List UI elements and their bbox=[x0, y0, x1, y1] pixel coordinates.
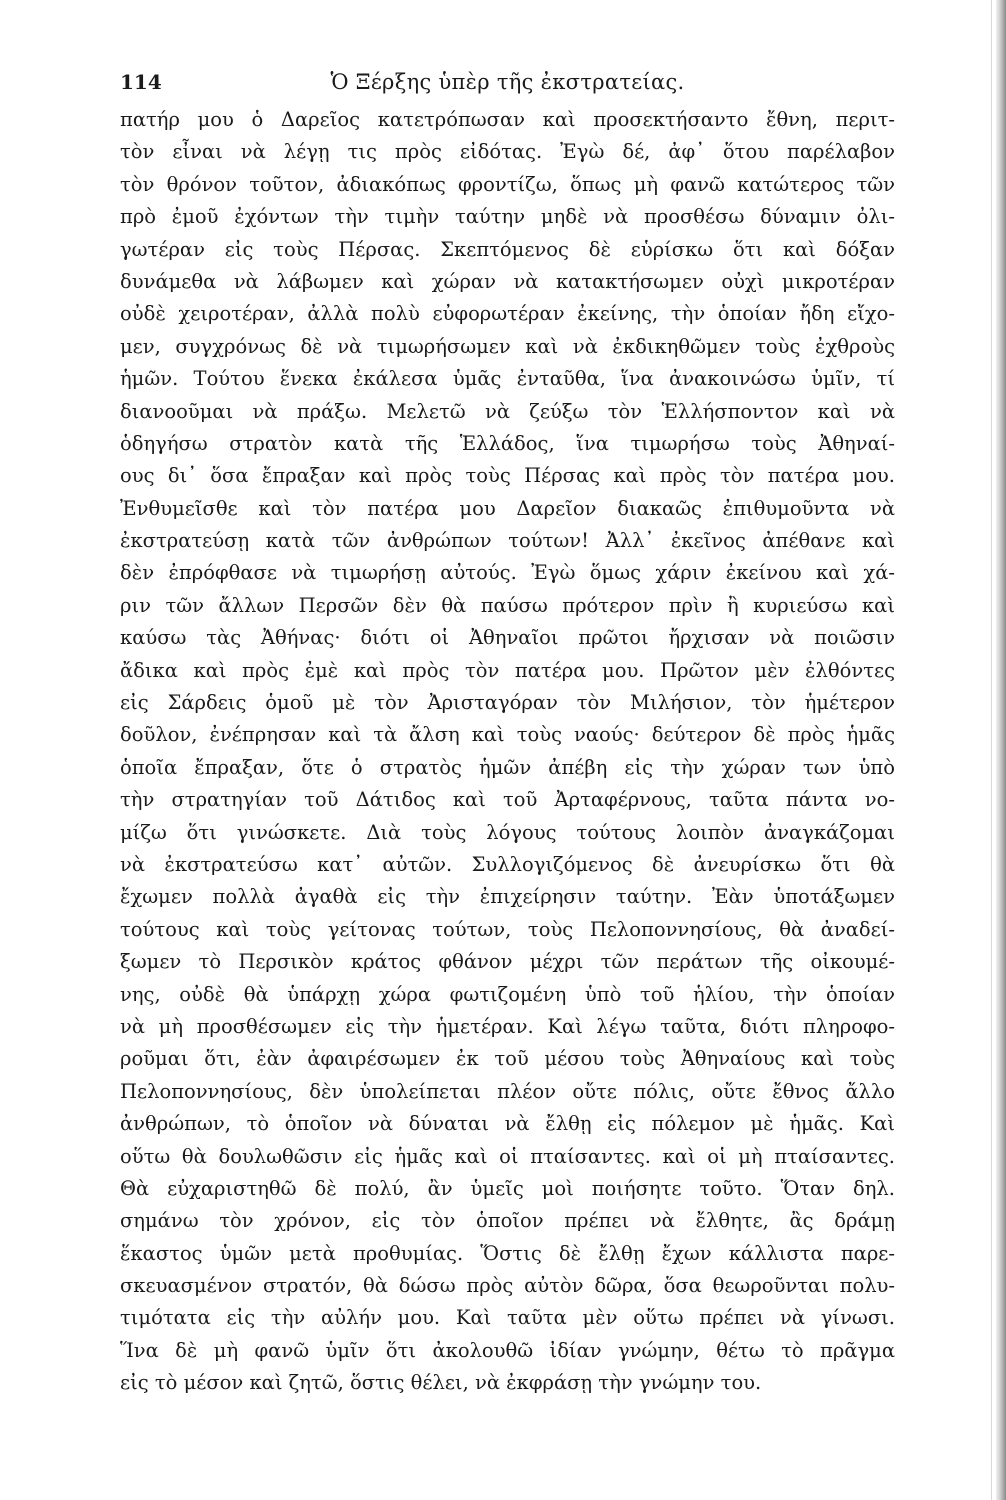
page-header bbox=[120, 66, 895, 102]
text-line: ἡμῶν. Τούτου ἕνεκα ἐκάλεσα ὑμᾶς ἐνταῦθα, ἵνα ἀνακοινώσω ὑμῖν, τί bbox=[120, 367, 895, 391]
text-line: μίζω ὅτι γινώσκετε. Διὰ τοὺς λόγους τούτους λοιπὸν ἀναγκάζομαι bbox=[120, 820, 895, 844]
text-line: ροῦμαι ὅτι, ἐὰν ἀφαιρέσωμεν ἐκ τοῦ μέσου τοὺς Ἀθηναίους καὶ τοὺς bbox=[120, 1047, 895, 1071]
text-line: ριν τῶν ἄλλων Περσῶν δὲν θὰ παύσω πρότερον πρὶν ἢ κυριεύσω καὶ bbox=[120, 593, 895, 617]
text-line: οὐδὲ χειροτέραν, ἀλλὰ πολὺ εὐφορωτέραν ἐκείνης, τὴν ὁποίαν ἤδη εἴχο- bbox=[120, 302, 895, 326]
book-page bbox=[120, 66, 895, 1400]
text-line: Πελοποννησίους, δὲν ὑπολείπεται πλέον οὔτε πόλις, οὔτε ἔθνος ἄλλο bbox=[120, 1079, 895, 1103]
text-line: πατήρ μου ὁ Δαρεῖος κατετρόπωσαν καὶ προσεκτήσαντο ἔθνη, περιτ- bbox=[120, 108, 895, 131]
text-line: οὕτω θὰ δουλωθῶσιν εἰς ἡμᾶς καὶ οἱ πταίσαντες. καὶ οἱ μὴ πταίσαντες. bbox=[120, 1144, 895, 1168]
body-text bbox=[120, 104, 895, 1400]
text-line: ἄδικα καὶ πρὸς ἐμὲ καὶ πρὸς τὸν πατέρα μου. Πρῶτον μὲν ἐλθόντες bbox=[120, 658, 895, 682]
text-line: ἐκστρατεύσῃ κατὰ τῶν ἀνθρώπων τούτων! Ἀλλ᾽ ἐκεῖνος ἀπέθανε καὶ bbox=[120, 529, 895, 553]
text-line: πρὸ ἐμοῦ ἐχόντων τὴν τιμὴν ταύτην μηδὲ νὰ προσθέσω δύναμιν ὀλι- bbox=[120, 205, 895, 229]
text-line: Ἐνθυμεῖσθε καὶ τὸν πατέρα μου Δαρεῖον διακαῶς ἐπιθυμοῦντα νὰ bbox=[120, 496, 895, 520]
text-line: σημάνω τὸν χρόνον, εἰς τὸν ὁποῖον πρέπει νὰ ἔλθητε, ἂς δράμῃ bbox=[120, 1209, 895, 1233]
text-line: Θὰ εὐχαριστηθῶ δὲ πολύ, ἂν ὑμεῖς μοὶ ποιήσητε τοῦτο. Ὅταν δηλ. bbox=[120, 1176, 895, 1200]
text-line: ὁδηγήσω στρατὸν κατὰ τῆς Ἑλλάδος, ἵνα τιμωρήσω τοὺς Ἀθηναί- bbox=[120, 431, 895, 455]
text-line: γωτέραν εἰς τοὺς Πέρσας. Σκεπτόμενος δὲ εὑρίσκω ὅτι καὶ δόξαν bbox=[120, 237, 895, 261]
text-line: ξωμεν τὸ Περσικὸν κράτος φθάνον μέχρι τῶν περάτων τῆς οἰκουμέ- bbox=[120, 950, 895, 974]
text-line: καύσω τὰς Ἀθήνας· διότι οἱ Ἀθηναῖοι πρῶτοι ἤρχισαν νὰ ποιῶσιν bbox=[120, 626, 895, 650]
scan-edge bbox=[996, 0, 1006, 1500]
text-line: τούτους καὶ τοὺς γείτονας τούτων, τοὺς Πελοποννησίους, θὰ ἀναδεί- bbox=[120, 917, 895, 941]
text-line: εἰς Σάρδεις ὁμοῦ μὲ τὸν Ἀρισταγόραν τὸν Μιλήσιον, τὸν ἡμέτερον bbox=[120, 691, 895, 715]
text-line: νης, οὐδὲ θὰ ὑπάρχῃ χώρα φωτιζομένη ὑπὸ τοῦ ἡλίου, τὴν ὁποίαν bbox=[120, 982, 895, 1006]
text-line: τὸν θρόνον τοῦτον, ἀδιακόπως φροντίζω, ὅπως μὴ φανῶ κατώτερος τῶν bbox=[120, 172, 895, 196]
text-line: ἀνθρώπων, τὸ ὁποῖον νὰ δύναται νὰ ἔλθῃ εἰς πόλεμον μὲ ἡμᾶς. Καὶ bbox=[120, 1112, 895, 1136]
text-line: εἰς τὸ μέσον καὶ ζητῶ, ὅστις θέλει, νὰ ἐκφράσῃ τὴν γνώμην του. bbox=[120, 1371, 762, 1395]
text-line: δοῦλον, ἐνέπρησαν καὶ τὰ ἄλση καὶ τοὺς ναούς· δεύτερον δὲ πρὸς ἡμᾶς bbox=[120, 723, 895, 747]
text-line: ἔχωμεν πολλὰ ἀγαθὰ εἰς τὴν ἐπιχείρησιν ταύτην. Ἐὰν ὑποτάξωμεν bbox=[120, 885, 895, 909]
scan-edge-line bbox=[991, 0, 992, 1500]
text-line: μεν, συγχρόνως δὲ νὰ τιμωρήσωμεν καὶ νὰ ἐκδικηθῶμεν τοὺς ἐχθροὺς bbox=[120, 334, 895, 358]
text-line: τὴν στρατηγίαν τοῦ Δάτιδος καὶ τοῦ Ἀρταφέρνους, ταῦτα πάντα νο- bbox=[120, 788, 895, 812]
text-line: ἕκαστος ὑμῶν μετὰ προθυμίας. Ὅστις δὲ ἔλθῃ ἔχων κάλλιστα παρε- bbox=[120, 1241, 895, 1265]
text-line: ους δι᾽ ὅσα ἔπραξαν καὶ πρὸς τοὺς Πέρσας καὶ πρὸς τὸν πατέρα μου. bbox=[120, 464, 895, 488]
text-line: νὰ μὴ προσθέσωμεν εἰς τὴν ἡμετέραν. Καὶ λέγω ταῦτα, διότι πληροφο- bbox=[120, 1014, 895, 1038]
text-line: σκευασμένον στρατόν, θὰ δώσω πρὸς αὐτὸν δῶρα, ὅσα θεωροῦνται πολυ- bbox=[120, 1274, 895, 1298]
text-line: νὰ ἐκστρατεύσω κατ᾽ αὐτῶν. Συλλογιζόμενος δὲ ἀνευρίσκω ὅτι θὰ bbox=[120, 852, 895, 876]
page-number: 114 bbox=[120, 70, 162, 94]
text-line: διανοοῦμαι νὰ πράξω. Μελετῶ νὰ ζεύξω τὸν Ἑλλήσποντον καὶ νὰ bbox=[120, 399, 895, 423]
text-line: Ἵνα δὲ μὴ φανῶ ὑμῖν ὅτι ἀκολουθῶ ἰδίαν γνώμην, θέτω τὸ πρᾶγμα bbox=[120, 1338, 895, 1362]
text-line: δὲν ἐπρόφθασε νὰ τιμωρήσῃ αὐτούς. Ἐγὼ ὅμως χάριν ἐκείνου καὶ χά- bbox=[120, 561, 895, 585]
text-line: τὸν εἶναι νὰ λέγῃ τις πρὸς εἰδότας. Ἐγὼ δέ, ἀφ᾽ ὅτου παρέλαβον bbox=[120, 140, 895, 164]
text-line: δυνάμεθα νὰ λάβωμεν καὶ χώραν νὰ κατακτήσωμεν οὐχὶ μικροτέραν bbox=[120, 269, 895, 293]
running-head: Ὁ Ξέρξης ὑπὲρ τῆς ἐκστρατείας. bbox=[330, 70, 685, 94]
text-line: ὁποῖα ἔπραξαν, ὅτε ὁ στρατὸς ἡμῶν ἀπέβη εἰς τὴν χώραν των ὑπὸ bbox=[120, 755, 895, 779]
text-line: τιμότατα εἰς τὴν αὐλήν μου. Καὶ ταῦτα μὲν οὕτω πρέπει νὰ γίνωσι. bbox=[120, 1306, 895, 1330]
